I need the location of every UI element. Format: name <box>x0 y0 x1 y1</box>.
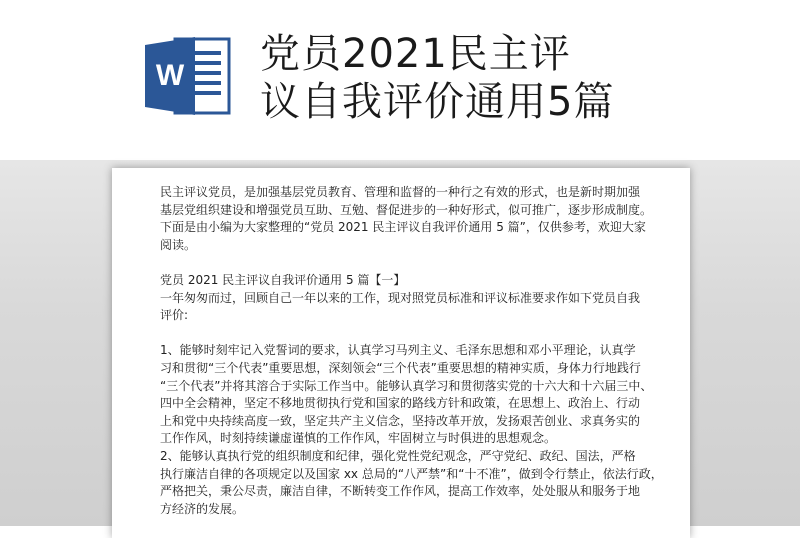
paragraph-line: 严格把关，秉公尽责，廉洁自律，不断转变工作作风，提高工作效率，处处服从和服务于地 <box>160 484 641 499</box>
paragraph-line: 执行廉洁自律的各项规定以及国家 xx 总局的“八严禁”和“十不准”，做到令行禁止，依法行政， <box>160 466 663 481</box>
paragraph-line: 一年匆匆而过，回顾自己一年以来的工作，现对照党员标准和评议标准要求作如下党员自我 <box>160 290 641 305</box>
paragraph-line: 评价: <box>160 308 189 323</box>
blank-line <box>160 254 656 272</box>
word-document-icon <box>145 35 233 117</box>
paragraph-line: 下面是由小编为大家整理的“党员 2021 民主评议自我评价通用 5 篇”，仅供参考，欢迎大家 <box>160 220 646 235</box>
document-body <box>160 184 663 518</box>
paragraph-line: “三个代表”并将其溶合于实际工作当中。能够认真学习和贯彻落实党的十六大和十六届三中、 <box>160 378 653 393</box>
paragraph-line: 民主评议党员，是加强基层党员教育、管理和监督的一种行之有效的形式，也是新时期加强 <box>160 185 641 199</box>
paragraph-line: 工作作风，时刻持续谦虚谨慎的工作作风，牢固树立与时俱进的思想观念。 <box>160 431 557 446</box>
paragraph-line: 基层党组织建设和增强党员互助、互勉、督促进步的一种好形式，似可推广，逐步形成制度。 <box>160 202 653 217</box>
header <box>0 0 800 160</box>
paragraph-line: 四中全会精神，坚定不移地贯彻执行党和国家的路线方针和政策，在思想上、政治上、行动 <box>160 396 641 411</box>
section-heading: 党员 2021 民主评议自我评价通用 5 篇【一】 <box>160 272 406 287</box>
word-icon-letter: W <box>155 59 185 92</box>
paragraph-line: 上和党中央持续高度一致，坚定共产主义信念，坚持改革开放，发扬艰苦创业、求真务实的 <box>160 413 641 428</box>
paragraph-line: 2、能够认真执行党的组织制度和纪律，强化党性党纪观念，严守党纪、政纪、国法，严格 <box>160 448 636 463</box>
paragraph-line: 1、能够时刻牢记入党誓词的要求，认真学习马列主义、毛泽东思想和邓小平理论，认真学 <box>160 343 636 358</box>
title-line-1: 党员2021民主评 <box>260 31 571 77</box>
document-page <box>112 168 690 538</box>
paragraph-line: 习和贯彻“三个代表”重要思想，深刻领会“三个代表”重要思想的精神实质，身体力行地践行 <box>160 360 641 375</box>
page-title <box>260 30 614 126</box>
paragraph-line: 方经济的发展。 <box>160 501 245 516</box>
title-line-2: 议自我评价通用5篇 <box>260 79 615 125</box>
blank-line <box>160 325 656 343</box>
paragraph-line: 阅读。 <box>160 237 197 252</box>
